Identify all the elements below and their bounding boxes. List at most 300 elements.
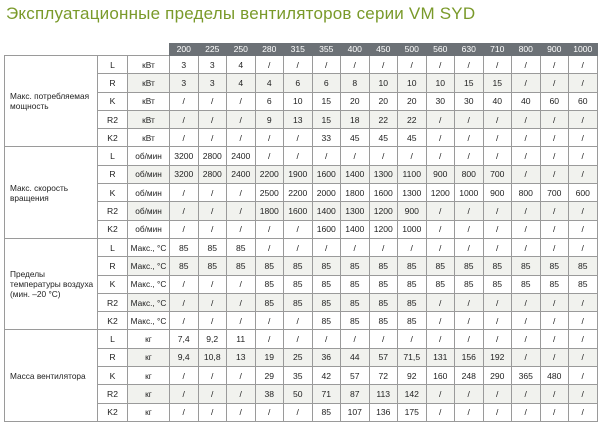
unit-cell: кг [128, 330, 170, 348]
value-cell: / [198, 385, 227, 403]
value-cell: / [540, 403, 569, 421]
value-cell: / [512, 348, 541, 366]
unit-cell: Макс., °С [128, 257, 170, 275]
value-cell: 85 [312, 312, 341, 330]
value-cell: / [483, 293, 512, 311]
group-label: Пределы температуры воздуха (мин. –20 °С) [5, 238, 98, 329]
value-cell: / [569, 403, 598, 421]
value-cell: / [540, 74, 569, 92]
value-cell: 3200 [170, 165, 199, 183]
value-cell: / [284, 56, 313, 74]
value-cell: 30 [426, 92, 455, 110]
model-cell: R2 [98, 202, 128, 220]
value-cell: / [540, 293, 569, 311]
value-cell: / [170, 312, 199, 330]
value-cell: 1800 [255, 202, 284, 220]
value-cell: / [512, 220, 541, 238]
value-cell: 6 [284, 74, 313, 92]
value-cell: 85 [170, 257, 199, 275]
value-cell: 192 [483, 348, 512, 366]
value-cell: / [198, 110, 227, 128]
value-cell: 85 [540, 257, 569, 275]
value-cell: 10 [398, 74, 427, 92]
value-cell: / [170, 184, 199, 202]
model-cell: K2 [98, 403, 128, 421]
value-cell: 85 [341, 312, 370, 330]
size-header: 250 [227, 43, 256, 56]
value-cell: / [227, 92, 256, 110]
value-cell: 365 [512, 367, 541, 385]
value-cell: 1400 [312, 202, 341, 220]
value-cell: / [284, 147, 313, 165]
value-cell: 57 [341, 367, 370, 385]
value-cell: / [170, 403, 199, 421]
value-cell: / [284, 403, 313, 421]
value-cell: / [569, 165, 598, 183]
specs-table [4, 43, 598, 422]
value-cell: 1300 [369, 165, 398, 183]
value-cell: / [312, 56, 341, 74]
value-cell: / [426, 202, 455, 220]
unit-cell: Макс., °С [128, 238, 170, 256]
value-cell: / [426, 312, 455, 330]
value-cell: 85 [369, 275, 398, 293]
value-cell: 9 [255, 110, 284, 128]
value-cell: 1000 [398, 220, 427, 238]
value-cell: / [255, 56, 284, 74]
unit-cell: кВт [128, 92, 170, 110]
value-cell: 85 [483, 275, 512, 293]
value-cell: / [255, 330, 284, 348]
value-cell: / [198, 403, 227, 421]
size-header: 315 [284, 43, 313, 56]
value-cell: / [227, 293, 256, 311]
value-cell: / [227, 220, 256, 238]
value-cell: 85 [198, 257, 227, 275]
value-cell: / [170, 110, 199, 128]
header-blank [98, 43, 128, 56]
value-cell: 20 [398, 92, 427, 110]
value-cell: 85 [369, 312, 398, 330]
value-cell: / [426, 129, 455, 147]
value-cell: 60 [540, 92, 569, 110]
unit-cell: об/мин [128, 202, 170, 220]
value-cell: / [540, 220, 569, 238]
value-cell: 1000 [455, 184, 484, 202]
value-cell: / [341, 56, 370, 74]
value-cell: / [284, 220, 313, 238]
value-cell: / [455, 330, 484, 348]
specs-table-body [5, 56, 598, 422]
size-header: 400 [341, 43, 370, 56]
value-cell: / [170, 129, 199, 147]
value-cell: 85 [569, 257, 598, 275]
value-cell: / [426, 238, 455, 256]
value-cell: 1300 [398, 184, 427, 202]
table-row [5, 330, 598, 348]
value-cell: 33 [312, 129, 341, 147]
model-cell: L [98, 238, 128, 256]
value-cell: 44 [341, 348, 370, 366]
value-cell: / [512, 312, 541, 330]
value-cell: 2800 [198, 147, 227, 165]
value-cell: 85 [284, 293, 313, 311]
value-cell: 2000 [312, 184, 341, 202]
table-row [5, 147, 598, 165]
value-cell: 15 [312, 110, 341, 128]
value-cell: / [426, 110, 455, 128]
size-header: 630 [455, 43, 484, 56]
value-cell: 85 [341, 275, 370, 293]
specs-table-container [4, 43, 596, 422]
value-cell: / [540, 129, 569, 147]
value-cell: / [369, 56, 398, 74]
value-cell: 36 [312, 348, 341, 366]
value-cell: / [369, 147, 398, 165]
value-cell: 40 [512, 92, 541, 110]
value-cell: / [198, 312, 227, 330]
value-cell: / [512, 74, 541, 92]
value-cell: 85 [312, 275, 341, 293]
size-header: 200 [170, 43, 199, 56]
value-cell: 45 [398, 129, 427, 147]
value-cell: 1100 [398, 165, 427, 183]
value-cell: 92 [398, 367, 427, 385]
value-cell: / [398, 330, 427, 348]
value-cell: 2400 [227, 165, 256, 183]
value-cell: 85 [284, 257, 313, 275]
value-cell: 38 [255, 385, 284, 403]
size-header: 800 [512, 43, 541, 56]
value-cell: 85 [170, 238, 199, 256]
value-cell: 1900 [284, 165, 313, 183]
unit-cell: кВт [128, 56, 170, 74]
value-cell: 71 [312, 385, 341, 403]
value-cell: 1600 [369, 184, 398, 202]
value-cell: 4 [227, 56, 256, 74]
model-cell: L [98, 147, 128, 165]
value-cell: / [426, 403, 455, 421]
value-cell: 20 [341, 92, 370, 110]
value-cell: / [255, 220, 284, 238]
value-cell: / [540, 348, 569, 366]
model-cell: L [98, 330, 128, 348]
value-cell: 85 [255, 257, 284, 275]
value-cell: / [455, 220, 484, 238]
size-header: 710 [483, 43, 512, 56]
value-cell: 7,4 [170, 330, 199, 348]
value-cell: / [426, 220, 455, 238]
value-cell: / [512, 165, 541, 183]
value-cell: 42 [312, 367, 341, 385]
value-cell: / [255, 312, 284, 330]
model-cell: R2 [98, 110, 128, 128]
value-cell: / [341, 238, 370, 256]
value-cell: / [540, 147, 569, 165]
value-cell: / [512, 330, 541, 348]
value-cell: 3 [170, 74, 199, 92]
value-cell: 2200 [284, 184, 313, 202]
value-cell: 900 [483, 184, 512, 202]
value-cell: 113 [369, 385, 398, 403]
value-cell: / [540, 312, 569, 330]
model-cell: R2 [98, 385, 128, 403]
value-cell: / [483, 56, 512, 74]
value-cell: 1600 [284, 202, 313, 220]
value-cell: 29 [255, 367, 284, 385]
value-cell: 40 [483, 92, 512, 110]
value-cell: 700 [483, 165, 512, 183]
model-cell: K2 [98, 220, 128, 238]
value-cell: 72 [369, 367, 398, 385]
value-cell: / [540, 202, 569, 220]
value-cell: 800 [512, 184, 541, 202]
value-cell: 45 [341, 129, 370, 147]
value-cell: / [227, 385, 256, 403]
value-cell: 85 [227, 238, 256, 256]
unit-cell: кг [128, 348, 170, 366]
value-cell: / [540, 385, 569, 403]
value-cell: 3 [198, 74, 227, 92]
value-cell: 85 [227, 257, 256, 275]
value-cell: / [512, 147, 541, 165]
value-cell: / [198, 220, 227, 238]
value-cell: 2400 [227, 147, 256, 165]
value-cell: / [398, 56, 427, 74]
value-cell: / [512, 238, 541, 256]
unit-cell: Макс., °С [128, 312, 170, 330]
value-cell: / [170, 92, 199, 110]
value-cell: 9,4 [170, 348, 199, 366]
unit-cell: кВт [128, 74, 170, 92]
value-cell: 1200 [369, 220, 398, 238]
value-cell: 45 [369, 129, 398, 147]
group-label: Макс. потребляемая мощность [5, 56, 98, 147]
value-cell: / [483, 385, 512, 403]
value-cell: 175 [398, 403, 427, 421]
model-cell: K [98, 184, 128, 202]
value-cell: 160 [426, 367, 455, 385]
value-cell: 3200 [170, 147, 199, 165]
table-row [5, 56, 598, 74]
value-cell: 85 [512, 257, 541, 275]
model-cell: K [98, 275, 128, 293]
value-cell: 85 [398, 257, 427, 275]
value-cell: / [455, 312, 484, 330]
value-cell: 25 [284, 348, 313, 366]
value-cell: 19 [255, 348, 284, 366]
value-cell: 85 [398, 275, 427, 293]
value-cell: 85 [255, 293, 284, 311]
value-cell: / [483, 312, 512, 330]
value-cell: 85 [483, 257, 512, 275]
value-cell: 600 [569, 184, 598, 202]
header-blank [128, 43, 170, 56]
value-cell: / [284, 129, 313, 147]
value-cell: / [341, 147, 370, 165]
value-cell: 85 [569, 275, 598, 293]
value-cell: 85 [312, 293, 341, 311]
value-cell: / [569, 293, 598, 311]
value-cell: 18 [341, 110, 370, 128]
value-cell: 85 [426, 257, 455, 275]
value-cell: / [483, 330, 512, 348]
value-cell: / [227, 110, 256, 128]
value-cell: / [483, 238, 512, 256]
value-cell: / [569, 74, 598, 92]
value-cell: / [569, 385, 598, 403]
value-cell: / [198, 129, 227, 147]
value-cell: 85 [341, 293, 370, 311]
value-cell: 900 [426, 165, 455, 183]
value-cell: / [170, 220, 199, 238]
group-label: Макс. скорость вращения [5, 147, 98, 238]
value-cell: 3 [198, 56, 227, 74]
model-cell: R [98, 74, 128, 92]
value-cell: 1600 [312, 165, 341, 183]
model-cell: R [98, 257, 128, 275]
unit-cell: кВт [128, 129, 170, 147]
value-cell: / [455, 202, 484, 220]
value-cell: 1200 [369, 202, 398, 220]
value-cell: / [398, 238, 427, 256]
value-cell: 35 [284, 367, 313, 385]
value-cell: / [198, 275, 227, 293]
value-cell: 85 [369, 293, 398, 311]
value-cell: / [569, 129, 598, 147]
size-header: 560 [426, 43, 455, 56]
size-header: 500 [398, 43, 427, 56]
value-cell: / [312, 238, 341, 256]
value-cell: 85 [341, 257, 370, 275]
value-cell: / [398, 147, 427, 165]
value-cell: 15 [455, 74, 484, 92]
value-cell: / [540, 330, 569, 348]
value-cell: 10 [426, 74, 455, 92]
value-cell: / [198, 367, 227, 385]
unit-cell: об/мин [128, 147, 170, 165]
value-cell: / [170, 202, 199, 220]
value-cell: / [540, 56, 569, 74]
unit-cell: кг [128, 385, 170, 403]
value-cell: / [369, 330, 398, 348]
header-row [5, 43, 598, 56]
value-cell: / [426, 385, 455, 403]
value-cell: 85 [512, 275, 541, 293]
value-cell: / [284, 330, 313, 348]
value-cell: / [455, 147, 484, 165]
value-cell: / [483, 403, 512, 421]
page-title: Эксплуатационные пределы вентиляторов серии VM SYD [6, 4, 476, 23]
value-cell: / [369, 238, 398, 256]
model-cell: L [98, 56, 128, 74]
value-cell: / [540, 110, 569, 128]
value-cell: / [483, 202, 512, 220]
value-cell: / [483, 129, 512, 147]
value-cell: 10,8 [198, 348, 227, 366]
value-cell: 1200 [426, 184, 455, 202]
value-cell: / [569, 330, 598, 348]
value-cell: 85 [398, 293, 427, 311]
value-cell: 85 [369, 257, 398, 275]
value-cell: 700 [540, 184, 569, 202]
model-cell: R [98, 348, 128, 366]
value-cell: / [198, 92, 227, 110]
value-cell: 10 [369, 74, 398, 92]
value-cell: / [569, 348, 598, 366]
value-cell: 142 [398, 385, 427, 403]
value-cell: 15 [483, 74, 512, 92]
value-cell: 60 [569, 92, 598, 110]
value-cell: 1300 [341, 202, 370, 220]
value-cell: / [455, 385, 484, 403]
value-cell: / [569, 147, 598, 165]
value-cell: 9,2 [198, 330, 227, 348]
value-cell: / [512, 56, 541, 74]
value-cell: / [569, 202, 598, 220]
value-cell: / [170, 275, 199, 293]
value-cell: / [227, 403, 256, 421]
unit-cell: Макс., °С [128, 275, 170, 293]
unit-cell: кВт [128, 110, 170, 128]
value-cell: 1400 [341, 220, 370, 238]
value-cell: / [512, 403, 541, 421]
value-cell: / [227, 129, 256, 147]
value-cell: / [170, 385, 199, 403]
value-cell: / [227, 312, 256, 330]
value-cell: 85 [312, 403, 341, 421]
value-cell: 30 [455, 92, 484, 110]
value-cell: / [227, 367, 256, 385]
value-cell: / [540, 165, 569, 183]
value-cell: / [198, 202, 227, 220]
value-cell: / [312, 330, 341, 348]
value-cell: / [569, 110, 598, 128]
value-cell: / [198, 293, 227, 311]
value-cell: 20 [369, 92, 398, 110]
value-cell: / [512, 202, 541, 220]
value-cell: 6 [312, 74, 341, 92]
model-cell: K [98, 92, 128, 110]
size-header: 900 [540, 43, 569, 56]
value-cell: / [455, 56, 484, 74]
value-cell: 22 [369, 110, 398, 128]
value-cell: / [512, 385, 541, 403]
model-cell: K2 [98, 129, 128, 147]
value-cell: 900 [398, 202, 427, 220]
value-cell: 50 [284, 385, 313, 403]
size-header: 355 [312, 43, 341, 56]
value-cell: / [255, 129, 284, 147]
value-cell: 4 [255, 74, 284, 92]
value-cell: 85 [455, 257, 484, 275]
value-cell: / [227, 202, 256, 220]
value-cell: / [341, 330, 370, 348]
value-cell: / [170, 367, 199, 385]
value-cell: 290 [483, 367, 512, 385]
value-cell: 2800 [198, 165, 227, 183]
value-cell: 13 [284, 110, 313, 128]
unit-cell: об/мин [128, 165, 170, 183]
value-cell: 71,5 [398, 348, 427, 366]
value-cell: 156 [455, 348, 484, 366]
table-row [5, 238, 598, 256]
model-cell: R [98, 165, 128, 183]
value-cell: 85 [255, 275, 284, 293]
value-cell: 85 [455, 275, 484, 293]
value-cell: 85 [540, 275, 569, 293]
value-cell: 480 [540, 367, 569, 385]
